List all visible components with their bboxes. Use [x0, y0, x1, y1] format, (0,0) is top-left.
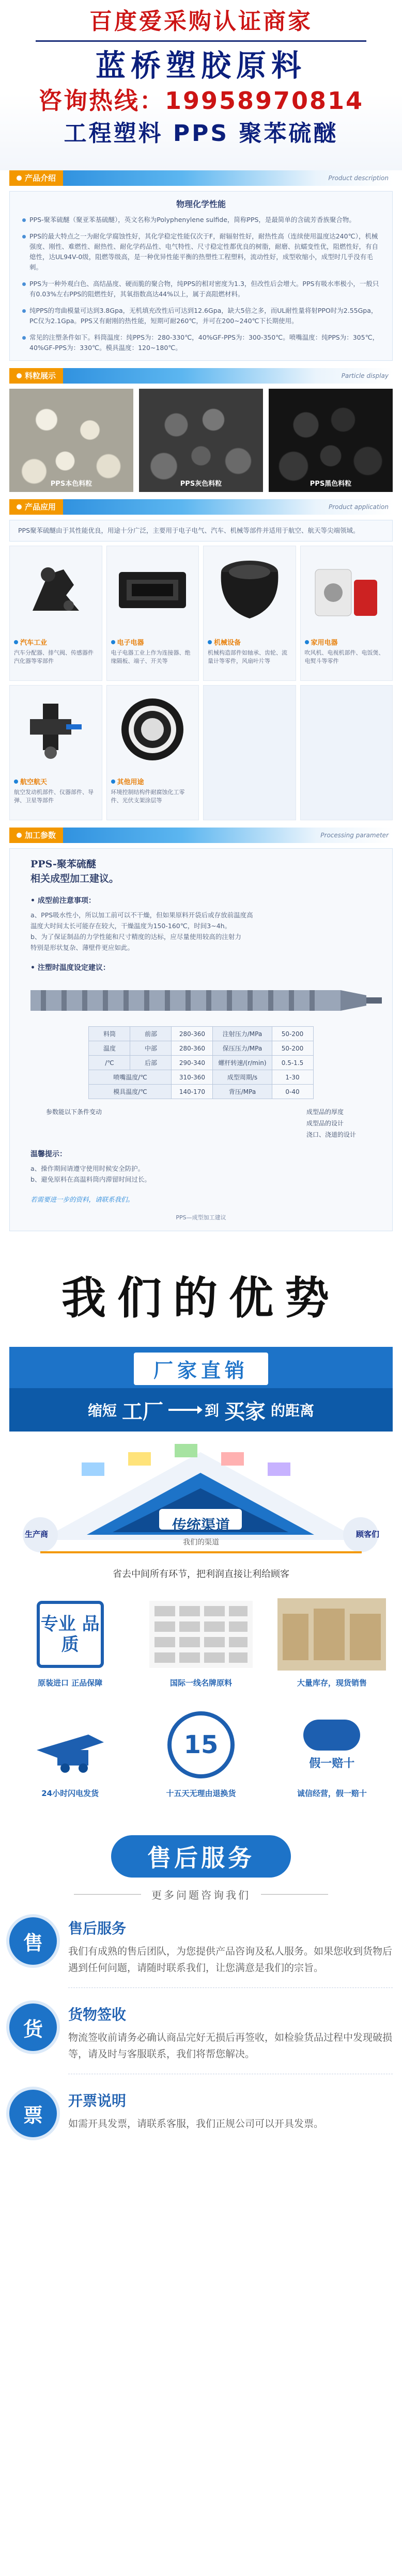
intro-paragraph: PPS-聚苯硫醚（聚亚苯基硫醚），英文名称为Polyphenylene sulfide，简称PPS，是最简单的含硫芳香族聚合物。: [22, 215, 380, 225]
arrow-icon: [168, 1409, 199, 1411]
table-cell: 0.5-1.5: [272, 1056, 313, 1070]
slogan-part: 工厂: [121, 1400, 163, 1424]
slogan-part: 的距离: [271, 1402, 315, 1419]
section-en: Particle display: [341, 372, 389, 379]
return-15-icon: 15: [144, 1706, 258, 1784]
bullet-icon: [17, 373, 22, 378]
application-title: 其他用途: [111, 776, 195, 786]
advantage-label: 24小时闪电发货: [41, 1789, 99, 1798]
table-row: [89, 1085, 313, 1099]
bullet-icon: [17, 833, 22, 838]
section-en: Product description: [328, 174, 389, 182]
processing-subtitle: 相关成型加工建议。: [30, 873, 119, 884]
section-tag: 加工参数: [25, 831, 56, 840]
car-part-image: [10, 546, 102, 634]
hotline[interactable]: 咨询热线：19958970814: [38, 87, 364, 115]
factory-direct-banner: [9, 1347, 393, 1564]
section-en: Processing parameter: [320, 832, 389, 839]
shorten-distance-bar: [9, 1388, 393, 1432]
table-row: [89, 1056, 313, 1070]
certified-merchant-title: 百度爱采购认证商家: [89, 8, 313, 35]
application-desc: 航空发动机部件、仪器部件、导弹、卫星等部件: [14, 789, 94, 804]
warehouse-icon: [275, 1596, 389, 1673]
application-blank: [300, 685, 393, 820]
application-desc: 汽车分配器、排气阀、传感器件汽化器等零部件: [14, 649, 94, 664]
application-grid: [9, 546, 393, 820]
processing-caption: PPS—成型加工建议: [176, 1214, 226, 1221]
table-cell: 50-200: [272, 1041, 313, 1056]
temp-title: • 注塑时温度设定建议：: [30, 964, 110, 972]
product-name: 工程塑料 PPS 聚苯硫醚: [64, 120, 338, 147]
grey-pellets-image: [139, 389, 263, 492]
section-bar-intro: [9, 170, 393, 186]
advantage-item: [140, 1706, 261, 1809]
section-bar-material: [9, 368, 393, 384]
table-cell: 140-170: [172, 1085, 213, 1099]
processing-title: PPS-聚苯硫醚: [30, 858, 96, 870]
table-row: [89, 1027, 313, 1041]
intro-paragraph: 纯PPS的弯曲模量可达到3.8Gpa，无机填充改性后可达到12.6Gpa，缺大5倍之多，而UL耐性量将射PPO时为2.55Gpa，PC仅为2.1Gpa。PPS又有耐刚的热性能，短期可耐260℃，并可在200~240℃下长期使用。: [22, 306, 380, 326]
advantages-title: 我们的优势: [61, 1273, 341, 1324]
section-tag: 产品介绍: [25, 173, 56, 183]
brand-logos-icon: [144, 1596, 258, 1673]
channel-diagram: [9, 1432, 393, 1564]
table-cell: 前部: [130, 1027, 172, 1041]
after-sale-item-desc: 如需开具发票，请联系客服，我们正规公司可以开具发票。: [68, 2118, 324, 2129]
intro-paragraph: 常见的注塑条件如下。料筒温度：纯PPS为：280-330℃，40%GF-PPS为：300-350℃。喷嘴温度：纯PPS为：305℃，40%GF-PPS为：330℃。模具温度：120~180℃。: [22, 332, 380, 353]
advantage-label: 十五天无理由退换货: [166, 1789, 236, 1798]
advantage-label: 大量库存，现货销售: [297, 1678, 367, 1688]
advantage-label: 原装进口 正品保障: [38, 1678, 103, 1688]
section-tag: 产品应用: [25, 502, 56, 512]
application-desc: 电子电器工业上作为连接器、绝缘隔板、端子、开关等: [111, 649, 191, 664]
after-sale-item-title: 售后服务: [68, 1920, 127, 1937]
advantage-grid: [9, 1596, 393, 1809]
application-title: 汽车工业: [14, 637, 98, 647]
table-cell: 螺杆转速/(r/min): [213, 1056, 272, 1070]
application-desc: 环境控制结构件耐腐蚀化工零件、光伏支架涂层等: [111, 789, 185, 804]
table-cell: /℃: [89, 1056, 130, 1070]
application-blank: [203, 685, 296, 820]
channel-cn: 传统渠道: [172, 1517, 230, 1534]
service-icon: 售: [9, 1917, 57, 1965]
table-cell: 模具温度/℃: [89, 1085, 172, 1099]
application-card: [203, 546, 296, 681]
intro-panel: [9, 191, 393, 361]
after-sale-item: [9, 1917, 393, 1988]
intro-paragraph: PPS为一种外观白色、高结晶度、硬而脆的聚合物，纯PPS的相对密度为1.3，但改性后会增大。PPS有吸水率极小，一般只有0.03%左右PPS的阻燃性好，其氧指数高达44%以上，属于高阻燃材料。: [22, 279, 380, 299]
table-cell: 280-360: [172, 1027, 213, 1041]
flow-list: [306, 1106, 356, 1140]
section-tag: 料粒展示: [25, 371, 56, 380]
processing-table: [88, 1026, 313, 1099]
factory-direct-label: 厂家直销: [134, 1353, 268, 1385]
chain-end: 顾客们: [355, 1530, 379, 1539]
table-cell: 280-360: [172, 1041, 213, 1056]
material-caption: PPS本色料粒: [50, 480, 92, 488]
quality-badge-icon: 专业 品质: [13, 1596, 127, 1673]
advantage-label: 诚信经营，假一赔十: [297, 1789, 367, 1798]
conditions-title: • 成型前注意事项：: [30, 897, 96, 905]
table-cell: 成型周期/s: [213, 1070, 272, 1085]
application-intro: PPS聚苯硫醚由于其性能优良，用途十分广泛，主要用于电子电气、汽车、机械等部件并适用于航空、航天等尖端领域。: [9, 520, 393, 542]
after-sale-subtitle: 更多问题咨询我们: [0, 1887, 402, 1902]
channel-en: Traditional channel: [172, 1509, 230, 1516]
table-cell: 背压/MPa: [213, 1085, 272, 1099]
condition-line: b、为了保证制品的力学性能和尺寸精度的达标，应尽量使用较高的注射力: [30, 933, 241, 941]
footer-note: 若需要进一步的资料，请联系我们。: [30, 1196, 134, 1203]
processing-panel: [9, 848, 393, 1231]
shop-name: 蓝桥塑胶原料: [95, 48, 306, 83]
material-caption: PPS灰色料粒: [180, 480, 222, 488]
flow-item: 成型品的设计: [306, 1120, 344, 1127]
header-divider: [36, 40, 366, 42]
table-row: [89, 1070, 313, 1085]
section-bar-processing: [9, 828, 393, 843]
white-pellets-image: [9, 389, 133, 492]
flow-item: 浇口、浇道的设计: [306, 1131, 356, 1138]
fast-delivery-icon: [13, 1706, 127, 1784]
advantage-item: [9, 1596, 131, 1699]
advantage-item: [9, 1706, 131, 1809]
table-cell: 1-30: [272, 1070, 313, 1085]
tips-title: 温馨提示：: [30, 1150, 67, 1158]
table-cell: 中部: [130, 1041, 172, 1056]
intro-title: 物理化学性能: [176, 199, 226, 209]
section-en: Product application: [328, 503, 389, 511]
application-card: [300, 546, 393, 681]
table-cell: 温度: [89, 1041, 130, 1056]
application-title: 航空航天: [14, 776, 98, 786]
intro-paragraph: PPS的最大特点之一为耐化学腐蚀性好，其化学稳定性能仅次于F，耐辐射性好，耐热性高（连续使用温度达240℃），机械强度、刚性、难燃性、耐热性、耐化学药品性、电气特性、尺寸稳定性都优良的树脂，耐磨、抗蠕变性优，阻燃性好，有自熄性，达UL94V-0级，阻燃等级高，是一种优异性能平衡的热塑性工程塑料，流动性好，成型收缩小，成型时几乎没有毛刺。: [22, 231, 380, 273]
chain-start: 生产商: [25, 1530, 49, 1539]
handshake-icon: 假一赔十: [275, 1706, 389, 1784]
application-desc: 机械构造部件如轴承、齿轮、流量计等零件，风扇叶片等: [208, 649, 287, 664]
tip-line: a、操作期间请遵守使用时候安全防护。: [30, 1165, 145, 1172]
after-sale-item-title: 货物签收: [68, 2006, 127, 2023]
table-cell: 后部: [130, 1056, 172, 1070]
table-cell: 注射压力/MPa: [213, 1027, 272, 1041]
flow-item: 成型品的厚度: [306, 1108, 344, 1116]
advantage-item: [271, 1706, 393, 1809]
after-sale-item: [9, 2003, 393, 2074]
condition-line: 特别是形状复杂、薄壁件更应如此。: [30, 944, 134, 951]
aerospace-image: [10, 686, 102, 773]
after-sale-item-title: 开票说明: [68, 2092, 127, 2109]
material-gallery: [9, 389, 393, 492]
application-card: [9, 685, 102, 820]
table-cell: 保压压力/MPa: [213, 1041, 272, 1056]
slogan-part: 买家: [224, 1400, 266, 1424]
after-sale-title: 售后服务: [111, 1835, 291, 1878]
table-cell: 290-340: [172, 1056, 213, 1070]
table-cell: 0-40: [272, 1085, 313, 1099]
bullet-icon: [17, 504, 22, 510]
package-icon: 货: [9, 2003, 57, 2051]
screw-diagram: [30, 980, 372, 1021]
application-title: 家用电器: [305, 637, 389, 647]
connector-image: [107, 546, 199, 634]
advantage-item: [140, 1596, 261, 1699]
black-pellets-image: [269, 389, 393, 492]
after-sale-item-desc: 我们有成熟的售后团队，为您提供产品咨询及私人服务。如果您收到货物后遇到任何问题，请随时联系我们，让您满意是我们的宗旨。: [68, 1946, 393, 1974]
tip-line: b、避免原料在高温料筒内滞留时间过长。: [30, 1175, 151, 1183]
header-banner: [0, 0, 402, 170]
appliance-image: [301, 546, 393, 634]
table-cell: 料筒: [89, 1027, 130, 1041]
slogan-part: 到: [204, 1402, 219, 1419]
condition-line: a、PPS吸水性小，所以加工前可以不干燥，但如果原料开袋后或存放前温度高: [30, 911, 253, 919]
after-sale-item-desc: 物流签收前请务必确认商品完好无损后再签收，如检验货品过程中发现破损等，请及时与客服联系，我们将帮您解决。: [68, 2032, 393, 2060]
material-caption: PPS黑色料粒: [310, 480, 352, 488]
table-cell: 310-360: [172, 1070, 213, 1085]
channel-bottom-note: 省去中间所有环节，把利润直接让利给顾客: [113, 1569, 289, 1580]
application-card: [9, 546, 102, 681]
bullet-icon: [17, 176, 22, 181]
table-cell: 50-200: [272, 1027, 313, 1041]
application-desc: 吹风机、电视机部件、电饭煲、电熨斗等零件: [304, 649, 384, 664]
application-card: [106, 546, 199, 681]
table-note: 参数能以下条件变动: [46, 1108, 102, 1116]
slogan-part: 缩短: [87, 1402, 117, 1419]
application-title: 电子电器: [111, 637, 195, 647]
application-card: [106, 685, 199, 820]
table-cell: 喷嘴温度/℃: [89, 1070, 172, 1085]
section-bar-application: [9, 499, 393, 515]
condition-line: 温度大时间太长可能存在较大，干燥温度为150-160℃，时间3~4h。: [30, 922, 231, 930]
advantage-item: [271, 1596, 393, 1699]
pipe-image: [204, 546, 296, 634]
after-sale-item: [9, 2090, 393, 2143]
our-channel: 我们的渠道: [183, 1538, 219, 1547]
application-title: 机械设备: [208, 637, 291, 647]
invoice-icon: 票: [9, 2090, 57, 2137]
advantage-label: 国际一线名牌原料: [169, 1678, 232, 1688]
table-row: [89, 1041, 313, 1056]
bearing-image: [107, 686, 199, 773]
